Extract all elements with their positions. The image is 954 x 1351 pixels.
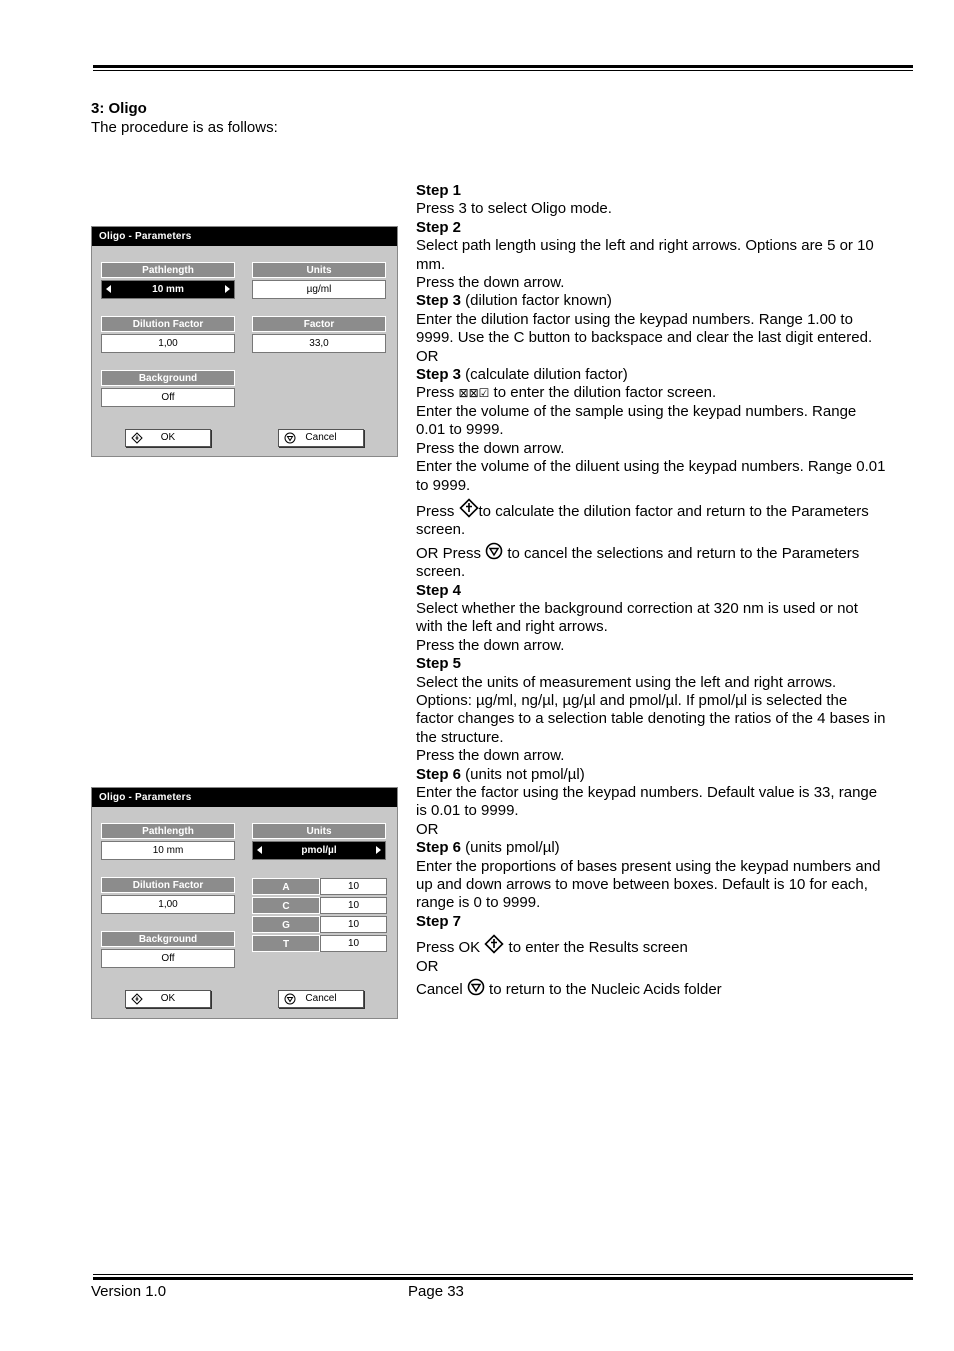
step-note: (units pmol/µl): [461, 839, 560, 857]
ok-diamond-icon: [459, 498, 479, 518]
base-value[interactable]: 10: [320, 878, 387, 895]
step-note: (calculate dilution factor): [461, 366, 628, 384]
step-heading: Step 2: [416, 218, 462, 236]
step-text: Enter the volume of the sample using the keypad numbers. Range 0.01 to 9999.: [416, 402, 857, 439]
background-value[interactable]: Off: [101, 949, 235, 968]
ok-diamond-icon: [131, 432, 143, 444]
step-text: Cancel: [416, 981, 463, 999]
footer-rule-thick: [93, 1277, 913, 1280]
procedure-steps: [416, 182, 886, 999]
step-text: to enter the dilution factor screen.: [489, 384, 717, 402]
pathlength-label: Pathlength: [101, 262, 235, 278]
step-text: Press the down arrow.: [416, 439, 565, 457]
step-heading: Step 3: [416, 366, 462, 384]
step-heading: Step 1: [416, 182, 462, 199]
pathlength-value[interactable]: 10 mm: [101, 841, 235, 860]
base-value[interactable]: 10: [320, 897, 387, 914]
step-text: Enter the dilution factor using the keypad numbers. Range 1.00 to 9999. Use the C button to backspace and clear the last digit entered.: [416, 310, 873, 347]
cancel-stop-icon: [284, 993, 296, 1005]
base-row-g: [252, 916, 387, 933]
bases-table: [252, 878, 387, 954]
left-arrow-icon: [106, 285, 111, 293]
or-text: OR: [416, 820, 439, 838]
units-label: Units: [252, 823, 386, 839]
units-selector[interactable]: [252, 841, 386, 860]
pathlength-label: Pathlength: [101, 823, 235, 839]
step-text: Press the down arrow.: [416, 636, 565, 654]
cancel-stop-icon: [467, 978, 485, 996]
step-text: to enter the Results screen: [508, 939, 688, 957]
step-heading: Step 7: [416, 912, 462, 930]
oligo-parameters-screen-1: [91, 226, 398, 457]
base-label: G: [252, 916, 320, 933]
step-text: to calculate the dilution factor and return to the Parameters screen.: [416, 502, 869, 539]
or-text: OR: [416, 347, 439, 365]
ok-label: OK: [160, 432, 176, 443]
keypad-keys-icon: ⊠⊠☑: [458, 386, 490, 401]
step-text: Select whether the background correction at 320 nm is used or not with the left and right arrows.: [416, 599, 858, 636]
right-arrow-icon: [376, 846, 381, 854]
factor-value[interactable]: 33,0: [252, 334, 386, 353]
header-rule-thick: [93, 65, 913, 68]
dilution-factor-value[interactable]: 1,00: [101, 895, 235, 914]
ok-label: OK: [160, 993, 176, 1004]
factor-label: Factor: [252, 316, 386, 332]
base-row-t: [252, 935, 387, 952]
screen-title: Oligo - Parameters: [92, 788, 397, 807]
step-text: Press the down arrow.: [416, 747, 565, 765]
step-text: Press 3 to select Oligo mode.: [416, 200, 612, 218]
section-title: 3: Oligo: [91, 100, 147, 117]
base-row-c: [252, 897, 387, 914]
ok-button[interactable]: [125, 429, 211, 447]
cancel-stop-icon: [284, 432, 296, 444]
pathlength-value: 10 mm: [152, 284, 184, 295]
screen-title: Oligo - Parameters: [92, 227, 397, 246]
ok-diamond-icon: [131, 993, 143, 1005]
oligo-parameters-screen-2: [91, 787, 398, 1019]
background-value[interactable]: Off: [101, 388, 235, 407]
or-text: OR: [416, 957, 439, 975]
base-label: T: [252, 935, 320, 952]
intro-text: The procedure is as follows:: [91, 119, 278, 136]
base-value[interactable]: 10: [320, 935, 387, 952]
units-field: [252, 262, 386, 299]
footer-page-number: Page 33: [408, 1283, 464, 1300]
step-heading: Step 3: [416, 292, 462, 310]
left-arrow-icon: [257, 846, 262, 854]
step-note: (units not pmol/µl): [461, 765, 585, 783]
pathlength-field: [101, 823, 235, 860]
step-text: Press: [416, 502, 455, 520]
background-field: [101, 370, 235, 407]
step-text: Enter the volume of the diluent using the keypad numbers. Range 0.01 to 9999.: [416, 458, 886, 494]
dilution-factor-field: [101, 316, 235, 353]
dilution-factor-label: Dilution Factor: [101, 316, 235, 332]
dilution-factor-field: [101, 877, 235, 914]
pathlength-selector[interactable]: [101, 280, 235, 299]
units-value: pmol/µl: [301, 845, 337, 856]
step-note: (dilution factor known): [461, 292, 612, 310]
background-field: [101, 931, 235, 968]
step-text: Press: [416, 384, 455, 402]
base-label: C: [252, 897, 320, 914]
step-heading: Step 6: [416, 765, 462, 783]
step-text: Press OK: [416, 939, 481, 957]
step-text: OR Press: [416, 544, 482, 562]
base-label: A: [252, 878, 320, 895]
right-arrow-icon: [225, 285, 230, 293]
units-field: [252, 823, 386, 860]
base-value[interactable]: 10: [320, 916, 387, 933]
step-text: Select path length using the left and right arrows. Options are 5 or 10 mm.: [416, 237, 874, 273]
footer-rule-thin: [93, 1274, 913, 1275]
ok-button[interactable]: [125, 990, 211, 1008]
factor-field: [252, 316, 386, 353]
step-text: to cancel the selections and return to the Parameters screen.: [416, 544, 860, 581]
ok-diamond-icon: [484, 934, 504, 954]
background-label: Background: [101, 370, 235, 386]
step-text: to return to the Nucleic Acids folder: [489, 981, 722, 999]
footer-version: Version 1.0: [91, 1283, 167, 1300]
dilution-factor-label: Dilution Factor: [101, 877, 235, 893]
dilution-factor-value[interactable]: 1,00: [101, 334, 235, 353]
base-row-a: [252, 878, 387, 895]
units-label: Units: [252, 262, 386, 278]
cancel-stop-icon: [485, 542, 503, 560]
cancel-button[interactable]: [278, 429, 364, 447]
cancel-label: Cancel: [305, 993, 337, 1004]
step-heading: Step 6: [416, 839, 462, 857]
header-rule-thin: [93, 70, 913, 71]
cancel-label: Cancel: [305, 432, 337, 443]
step-text: Enter the factor using the keypad numbers. Default value is 33, range is 0.01 to 9999.: [416, 784, 878, 820]
background-label: Background: [101, 931, 235, 947]
pathlength-field: [101, 262, 235, 299]
step-text: Press the down arrow.: [416, 274, 565, 292]
step-heading: Step 4: [416, 581, 462, 599]
cancel-button[interactable]: [278, 990, 364, 1008]
step-heading: Step 5: [416, 655, 462, 673]
step-text: Enter the proportions of bases present using the keypad numbers and up and down arrows to move between boxes. Default is 10 for each, range is 0 to 9999.: [416, 857, 881, 912]
units-value[interactable]: µg/ml: [252, 280, 386, 299]
step-text: Select the units of measurement using the left and right arrows. Options: µg/ml, ng/µl, µg/µl and pmol/µl. If pmol/µl is selected the factor changes to a selection table denoting the ratios of the 4 bases in the structure.: [416, 673, 886, 746]
